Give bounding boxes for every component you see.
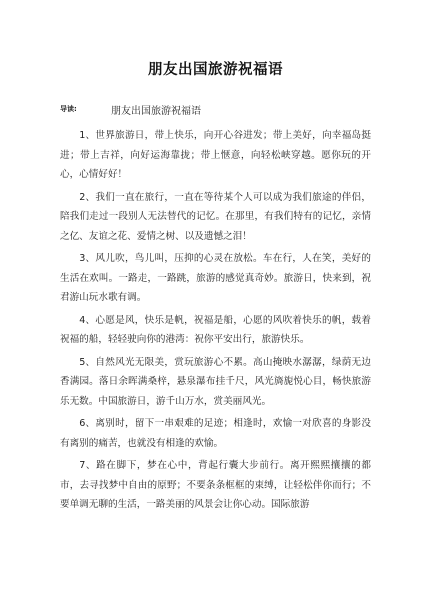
paragraph-1: 1、世界旅游日，带上快乐，向开心谷进发；带上美好，向幸福岛挺进；带上吉祥，向好运海靠拢；带上惬意，向轻松峡穿越。愿你玩的开心，心情好好！ [60,130,371,180]
paragraph-3: 3、风儿吹，鸟儿叫，压抑的心灵在放松。车在行，人在笑，美好的生活在欢叫。一路走，一路跳，旅游的感觉真奇妙。旅游日，快来到，祝君游山玩水歌有调。 [60,253,371,303]
document-title: 朋友出国旅游祝福语 [148,62,283,78]
guide-row [60,102,371,122]
paragraph-4: 4、心愿是风，快乐是帆，祝福是船，心愿的风吹着快乐的帆，载着祝福的船，轻轻驶向你的港湾：祝你平安出行，旅游快乐。 [60,314,371,345]
paragraph-2: 2、我们一直在旅行，一直在等待某个人可以成为我们旅途的伴侣，陪我们走过一段别人无法替代的记忆。在那里，有我们特有的记忆，亲情之亿、友谊之花、爱情之树、以及遗憾之泪！ [60,191,371,242]
guide-text: 朋友出国旅游祝福语 [111,106,201,117]
paragraph-7: 7、路在脚下，梦在心中，背起行囊大步前行。离开熙熙攘攘的都市，去寻找梦中自由的原野；不要条条框框的束缚，让轻松伴你而行；不要单调无聊的生活，一路美丽的风景会让你心动。国际旅游 [60,460,371,510]
paragraph-5: 5、自然风光无限美，赏玩旅游心不累。高山掩映水潺潺，绿荫无边香满园。落日余晖满桑梓，悬泉瀑布挂千尺，风光旖旎悦心目，畅快旅游乐无数。中国旅游日，游千山万水，赏美丽风光。 [60,356,371,407]
paragraph-6: 6、离别时，留下一串艰难的足迹；相逢时，欢愉一对欣喜的身影没有离别的痛苦，也就没有相逢的欢愉。 [60,418,371,449]
guide-label: 导读: [60,105,77,113]
